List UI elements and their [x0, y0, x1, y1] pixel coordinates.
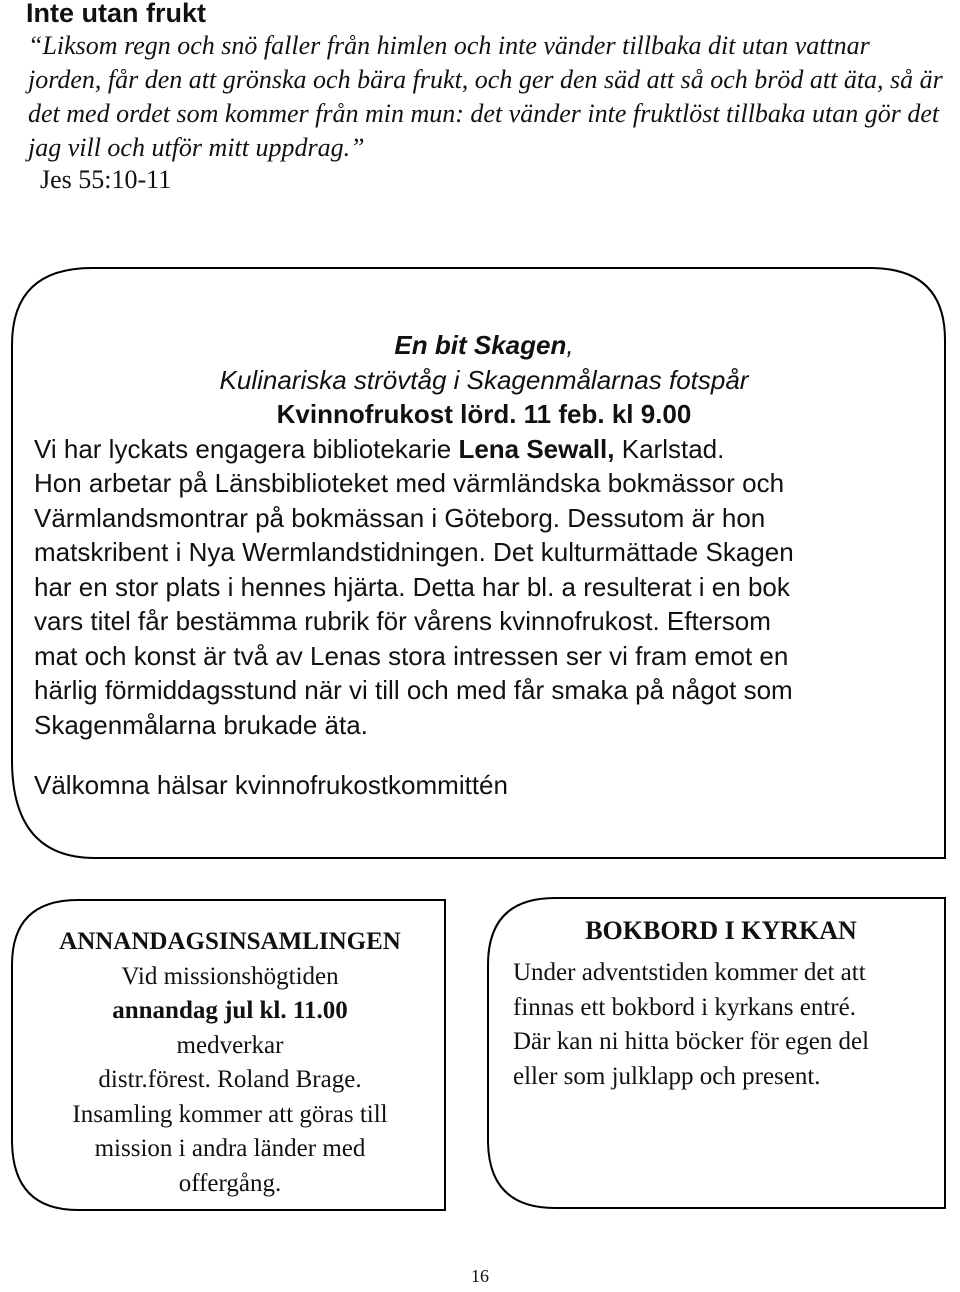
- book-table-notice: [505, 916, 937, 1094]
- event-body: Hon arbetar på Länsbiblioteket med värmländska bokmässor och Värmlandsmontrar på bokmässan i Göteborg. Dessutom är hon matskribent i Nya Wermlandstidningen. Det kulturmättade Skagen har en stor plats i hennes hjärta. Detta har bl. a resulterat i en bok vars titel får bestämma rubrik för vårens kvinnofrukost. Eftersom mat och konst är två av Lenas stora intressen ser vi fram emot en härlig förmiddagsstund när vi till och med får smaka på något som Skagenmålarna brukade äta.: [34, 468, 794, 740]
- book-table-title: BOKBORD I KYRKAN: [585, 916, 857, 945]
- page-number: 16: [471, 1266, 489, 1286]
- event-welcome: Välkomna hälsar kvinnofrukostkommittén: [34, 770, 508, 800]
- event-title-suffix: ,: [566, 330, 574, 360]
- page-heading: Inte utan frukt: [26, 0, 206, 28]
- event-title-text: En bit Skagen: [394, 330, 567, 360]
- collection-line: Insamling kommer att göras till: [72, 1100, 388, 1128]
- collection-date: annandag jul kl. 11.00: [112, 997, 348, 1024]
- collection-line: medverkar: [176, 1031, 284, 1059]
- collection-line: offergång.: [178, 1169, 282, 1197]
- book-table-body: Under adventstiden kommer det att finnas ett bokbord i kyrkans entré. Där kan ni hitta böcker för egen del eller som julklapp och present.: [513, 959, 870, 1090]
- bible-verse: “Liksom regn och snö faller från himlen och inte vänder tillbaka dit utan vattnar jorden, får den att grönska och bära frukt, och ger den säd att så och bröd att äta, så är det med ordet som kommer från min mun: det vänder inte fruktlöst tillbaka utan gör det jag vill och utför mitt uppdrag.”: [28, 31, 943, 162]
- event-intro-pre: Vi har lyckats engagera bibliotekarie: [34, 433, 459, 464]
- event-date: Kvinnofrukost lörd. 11 feb. kl 9.00: [276, 399, 692, 429]
- collection-line: mission i andra länder med: [94, 1135, 366, 1162]
- verse-reference: Jes 55:10-11: [40, 165, 172, 194]
- collection-notice: [30, 925, 430, 1201]
- event-announcement: [34, 328, 934, 742]
- collection-line: distr.förest. Roland Brage.: [98, 1066, 362, 1093]
- collection-line: Vid missionshögtiden: [121, 962, 339, 990]
- event-intro-post: Karlstad.: [614, 433, 725, 464]
- collection-title: ANNANDAGSINSAMLINGEN: [59, 928, 401, 955]
- event-speaker-name: Lena Sewall,: [458, 433, 615, 464]
- event-subtitle: Kulinariska strövtåg i Skagenmålarnas fotspår: [219, 364, 749, 395]
- event-intro: [34, 432, 934, 467]
- event-title: [34, 328, 934, 363]
